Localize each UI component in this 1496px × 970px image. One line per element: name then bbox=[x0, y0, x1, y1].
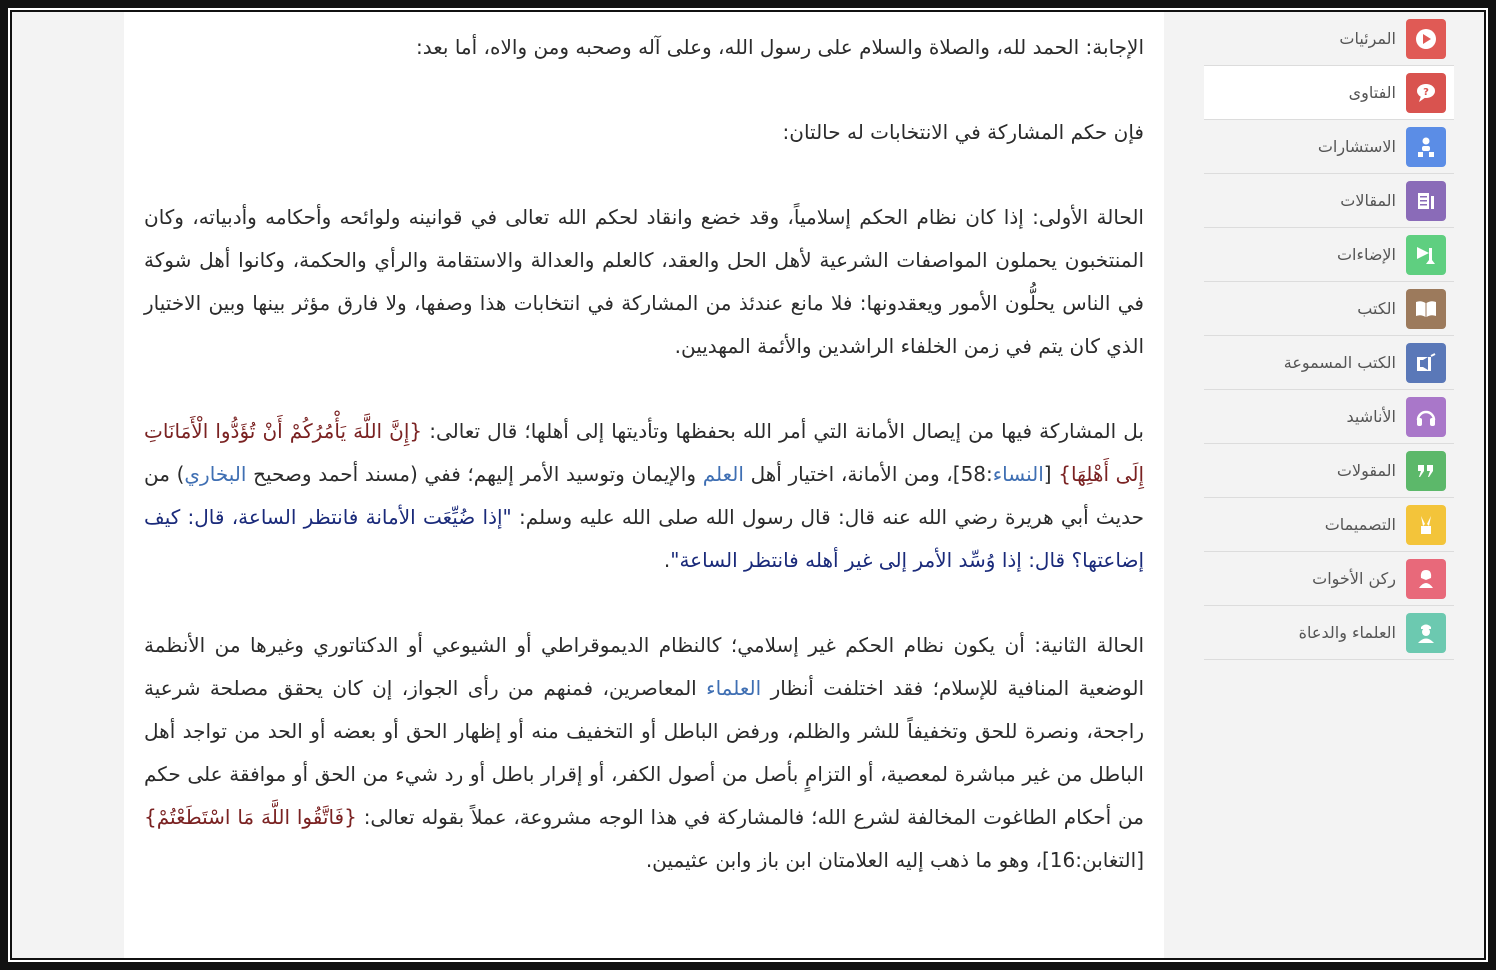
design-icon bbox=[1406, 505, 1446, 545]
consultation-people-icon bbox=[1406, 127, 1446, 167]
page-viewport bbox=[10, 10, 1486, 960]
play-icon bbox=[1406, 19, 1446, 59]
case-two-text-2: المعاصرين، فمنهم من رأى الجواز، إن كان يحقق مصلحة شرعية راجحة، ونصرة للحق وتخفيفاً للشر والظلم، ورفض الباطل أو التخفيف منه أو إظهار الحق أو بعضه أو الحد من تواجد أهل الباطل من غير مباشرة لمعصية، أو التزامٍ بأصل من أصول الكفر، أو إقرار باطل أو رد شيء من الحق أو موافقة على حكم من أحكام الطاغوت المخالفة لشرع الله؛ فالمشاركة في هذا الوجه مشروعة، عملاً بقوله تعالى: bbox=[144, 676, 1144, 829]
quote-icon bbox=[1406, 451, 1446, 491]
ilm-link[interactable]: العلم bbox=[702, 462, 744, 486]
surah-nisa-link[interactable]: النساء bbox=[992, 462, 1044, 486]
amanah-text-2: ، ومن الأمانة، اختيار أهل bbox=[743, 462, 953, 486]
sidebar-item-label: الكتب bbox=[1357, 299, 1396, 318]
headphones-icon bbox=[1406, 397, 1446, 437]
sidebar-item-fatwas[interactable] bbox=[1204, 66, 1454, 120]
hadith-text: "إذا ضُيِّعَت الأمانة فانتظر الساعة، قال: كيف إضاعتها؟ قال: إذا وُسِّد الأمر إلى غير أهله فانتظر الساعة" bbox=[144, 505, 1144, 572]
quran-verse-amanat: {إِنَّ اللَّهَ يَأْمُرُكُمْ أَنْ تُؤَدُّوا الْأَمَانَاتِ إِلَى أَهْلِهَا} bbox=[144, 419, 1145, 486]
sidebar-item-label: الأناشيد bbox=[1346, 407, 1396, 426]
sidebar-item-videos[interactable] bbox=[1204, 12, 1454, 66]
audiobook-icon bbox=[1406, 343, 1446, 383]
case-one-paragraph: الحالة الأولى: إذا كان نظام الحكم إسلامياً، وقد خضع وانقاد لحكم الله تعالى في قوانينه ولوائحه وأحكامه وأدبياته، وكان المنتخبون يحملون المواصفات الشرعية لأهل الحل والعقد، كالعلم والعدالة والاستقامة والرأي والحكمة، وكانوا أهل شوكة في الناس يحلُّون الأمور ويعقدونها: فلا مانع عندئذ من المشاركة في انتخابات هذا وصفها، ولا فارق مؤثر بينها وبين الاختيار الذي كان يتم في زمن الخلفاء الراشدين والأئمة المهديين. bbox=[144, 205, 1144, 358]
amanah-end: . bbox=[663, 548, 671, 572]
verse-ref-number: :58] bbox=[952, 462, 993, 486]
sidebar-item-label: المرئيات bbox=[1339, 29, 1396, 48]
book-icon bbox=[1406, 289, 1446, 329]
sidebar-item-label: الكتب المسموعة bbox=[1283, 353, 1396, 372]
sidebar-item-label: الإضاءات bbox=[1336, 245, 1396, 264]
sidebar-item-books[interactable] bbox=[1204, 282, 1454, 336]
sisters-icon bbox=[1406, 559, 1446, 599]
taghabun-ref: [التغابن:16] bbox=[1041, 848, 1144, 872]
verse-ref-open: [ bbox=[1043, 462, 1059, 486]
amanah-paragraph bbox=[144, 410, 1144, 582]
sidebar-item-label: التصميمات bbox=[1324, 515, 1396, 534]
case-two-text-1: الحالة الثانية: أن يكون نظام الحكم غير إسلامي؛ كالنظام الديموقراطي أو الشيوعي أو الدكتاتوري وغيرها من الأنظمة الوضعية المنافية للإسلام؛ فقد اختلفت أنظار bbox=[144, 633, 1144, 700]
case-two-paragraph bbox=[144, 624, 1144, 882]
answer-two-cases: فإن حكم المشاركة في الانتخابات له حالتان: bbox=[782, 120, 1144, 144]
spotlight-icon bbox=[1406, 235, 1446, 275]
case-two-text-3: ، وهو ما ذهب إليه العلامتان ابن باز وابن عثيمين. bbox=[645, 848, 1042, 872]
svg-text:?: ? bbox=[1423, 86, 1429, 98]
sidebar-item-label: الفتاوى bbox=[1348, 83, 1396, 102]
sidebar-item-designs[interactable] bbox=[1204, 498, 1454, 552]
sidebar-item-label: ركن الأخوات bbox=[1312, 569, 1396, 588]
sidebar-item-articles[interactable] bbox=[1204, 174, 1454, 228]
amanah-text-3: والإيمان وتوسيد الأمر إليهم؛ ففي (مسند أحمد وصحيح bbox=[246, 462, 703, 486]
scholar-icon bbox=[1406, 613, 1446, 653]
sidebar-item-label: الاستشارات bbox=[1317, 137, 1396, 156]
sidebar-item-consultations[interactable] bbox=[1204, 120, 1454, 174]
sidebar-item-audiobooks[interactable] bbox=[1204, 336, 1454, 390]
sidebar-item-sisters-corner[interactable] bbox=[1204, 552, 1454, 606]
sidebar-item-label: العلماء والدعاة bbox=[1298, 623, 1396, 642]
sidebar-item-quotes[interactable] bbox=[1204, 444, 1454, 498]
ulama-link[interactable]: العلماء bbox=[706, 676, 762, 700]
answer-intro: الإجابة: الحمد لله، والصلاة والسلام على رسول الله، وعلى آله وصحبه ومن والاه، أما بعد: bbox=[416, 35, 1144, 59]
sidebar-item-spotlights[interactable] bbox=[1204, 228, 1454, 282]
sidebar-item-label: المقالات bbox=[1340, 191, 1396, 210]
fatwa-answer-article bbox=[124, 10, 1164, 960]
sidebar-item-scholars[interactable] bbox=[1204, 606, 1454, 660]
sections-sidebar bbox=[1204, 12, 1454, 660]
quran-verse-taqwa: {فَاتَّقُوا اللَّهَ مَا اسْتَطَعْتُمْ} bbox=[144, 805, 357, 829]
amanah-text-1: بل المشاركة فيها من إيصال الأمانة التي أمر الله بحفظها وتأديتها إلى أهلها؛ قال تعالى: bbox=[422, 419, 1145, 443]
bukhari-link[interactable]: البخاري bbox=[184, 462, 247, 486]
amanah-text-4: ) من حديث أبي هريرة رضي الله عنه قال: قال رسول الله صلى الله عليه وسلم: bbox=[144, 462, 1144, 529]
articles-icon bbox=[1406, 181, 1446, 221]
fatwa-chat-icon bbox=[1406, 73, 1446, 113]
sidebar-item-label: المقولات bbox=[1336, 461, 1396, 480]
sidebar-item-nasheeds[interactable] bbox=[1204, 390, 1454, 444]
